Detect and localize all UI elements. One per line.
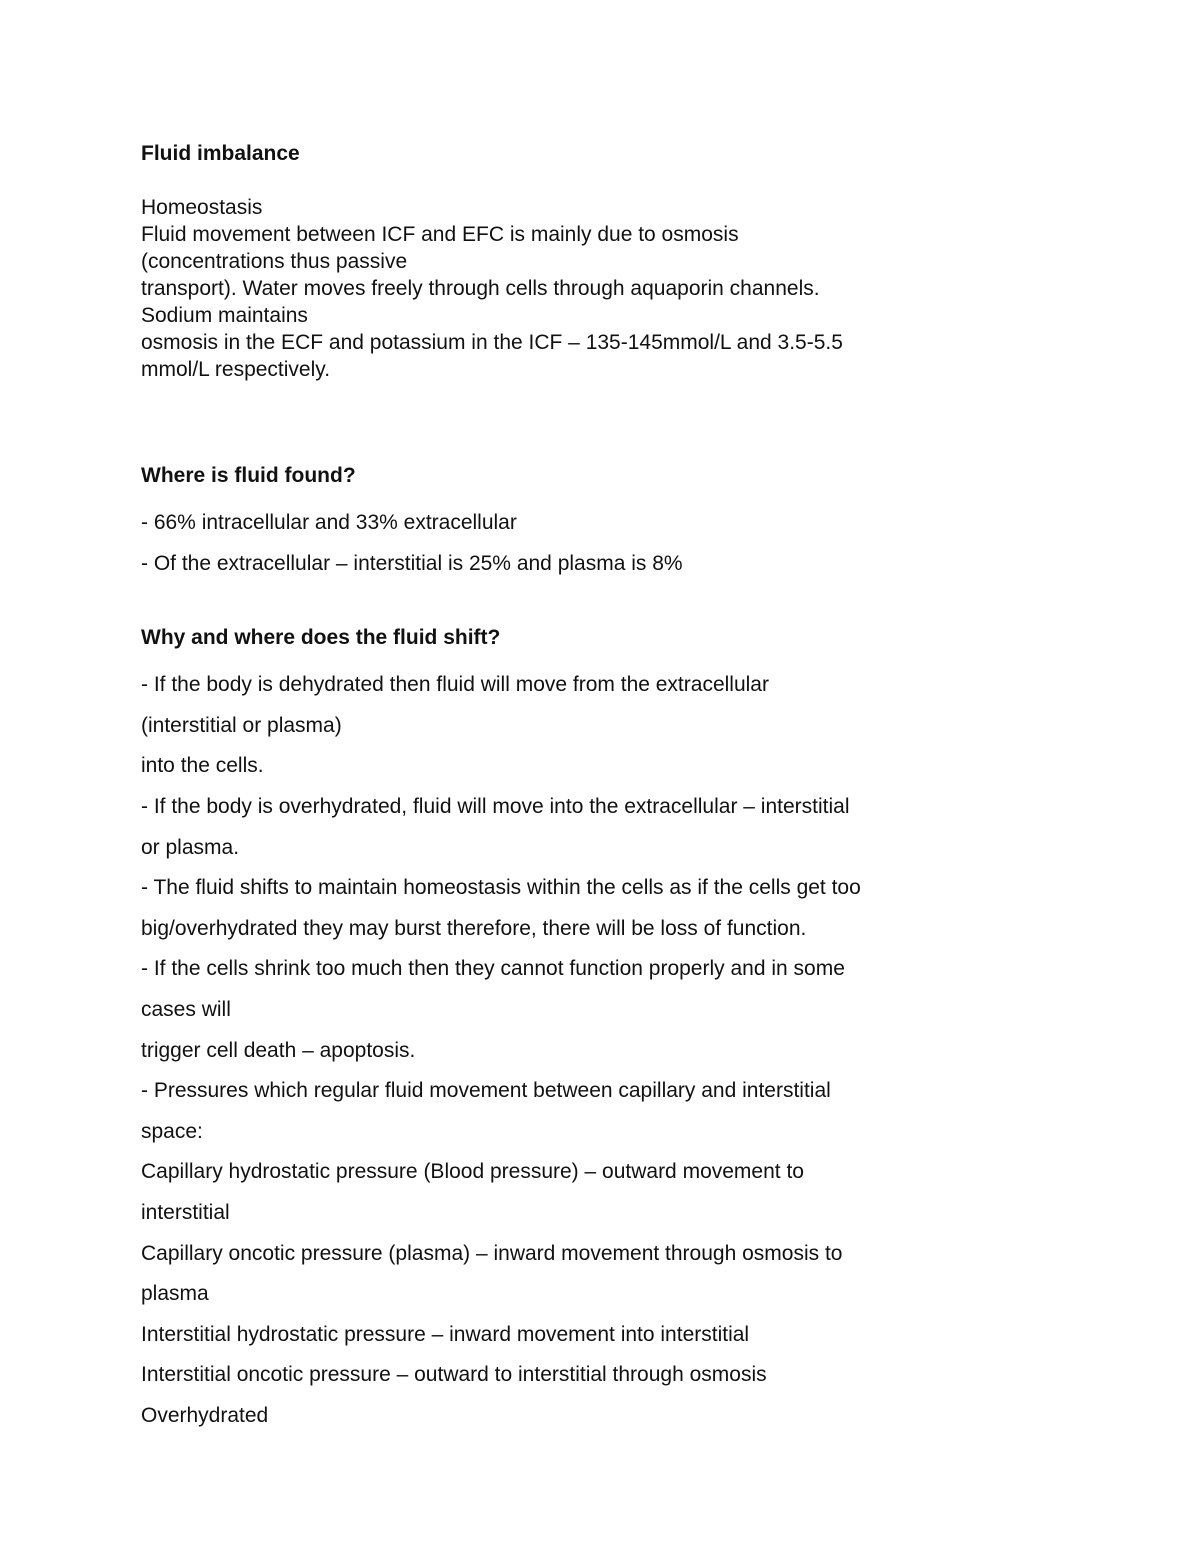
intro-line: mmol/L respectively. (141, 358, 331, 381)
section-why-fluid-shift (141, 624, 961, 1436)
body-line: Capillary hydrostatic pressure (Blood pressure) – outward movement to (141, 1160, 804, 1184)
spacer (141, 584, 961, 624)
body-line: - Pressures which regular fluid movement between capillary and interstitial (141, 1079, 831, 1103)
body-line: Interstitial hydrostatic pressure – inward movement into interstitial (141, 1322, 750, 1346)
body-line: - The fluid shifts to maintain homeostasis within the cells as if the cells get too (141, 876, 861, 900)
body-line: trigger cell death – apoptosis. (141, 1038, 416, 1062)
bullet-line: - 66% intracellular and 33% extracellular (141, 511, 517, 534)
document-body (141, 140, 961, 1436)
body-line: or plasma. (141, 835, 240, 859)
body-line: Interstitial oncotic pressure – outward to interstitial through osmosis (141, 1363, 767, 1387)
body-line: interstitial (141, 1200, 230, 1224)
body-line: plasma (141, 1282, 209, 1306)
body-line: Overhydrated (141, 1403, 269, 1427)
body-line: Capillary oncotic pressure (plasma) – inward movement through osmosis to (141, 1241, 843, 1265)
intro-paragraph (141, 194, 961, 383)
intro-line: Homeostasis (141, 196, 263, 219)
bullet-line: - Of the extracellular – interstitial is 25% and plasma is 8% (141, 551, 683, 575)
body-line: - If the body is dehydrated then fluid will move from the extracellular (141, 673, 769, 697)
body-line: space: (141, 1119, 203, 1143)
body-line: - If the cells shrink too much then they cannot function properly and in some (141, 957, 845, 981)
body-line: (interstitial or plasma) (141, 713, 342, 737)
body-line: cases will (141, 997, 231, 1021)
body-line: big/overhydrated they may burst therefore, there will be loss of function. (141, 916, 807, 940)
body-line: - If the body is overhydrated, fluid will move into the extracellular – interstitial (141, 794, 850, 818)
spacer (141, 383, 961, 462)
intro-line: transport). Water moves freely through cells through aquaporin channels. (141, 277, 820, 300)
body-line: into the cells. (141, 754, 264, 778)
document-title: Fluid imbalance (141, 142, 300, 165)
intro-line: (concentrations thus passive (141, 250, 408, 273)
intro-line: osmosis in the ECF and potassium in the ICF – 135-145mmol/L and 3.5-5.5 (141, 331, 843, 354)
section-heading: Why and where does the fluid shift? (141, 626, 501, 650)
section-heading: Where is fluid found? (141, 464, 356, 487)
section-where-fluid-found (141, 462, 961, 584)
intro-line: Fluid movement between ICF and EFC is mainly due to osmosis (141, 223, 739, 246)
intro-line: Sodium maintains (141, 304, 308, 327)
